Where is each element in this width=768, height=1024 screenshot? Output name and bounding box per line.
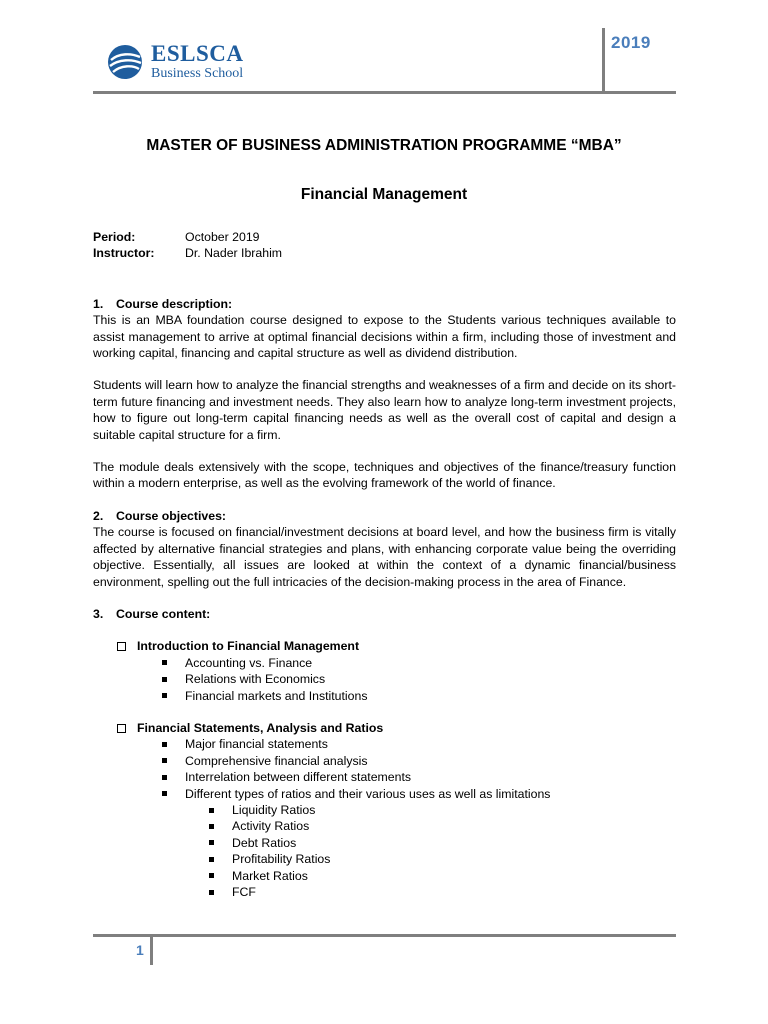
square-bullet-icon [162,693,167,698]
square-bullet-icon [162,775,167,780]
topic-label: Introduction to Financial Management [137,639,360,654]
sub-list-item: Activity Ratios [209,818,676,834]
course-description-paragraph-3: The module deals extensively with the scope, techniques and objectives of the finance/treasury function within a modern enterprise, as well as the evolving framework of the world of finance. [93,460,676,491]
instructor-label: Instructor: [93,246,155,261]
hollow-square-bullet-icon [117,642,126,651]
course-description-paragraph-2: Students will learn how to analyze the financial strengths and weaknesses of a firm and decide on its short-term future financing and investment needs. They also learn how to analyze long-term investment projects, how to figure out long-term capital financing needs as well as the overall cost of capital and design a suitable capital structure for a firm. [93,378,676,442]
header-year: 2019 [611,33,651,52]
header-vertical-rule [602,28,605,91]
square-bullet-icon [209,873,214,878]
square-bullet-icon [209,824,214,829]
sub-list-item: Liquidity Ratios [209,802,676,818]
eslsca-logo [107,42,243,81]
logo-subtitle: Business School [151,66,244,81]
sub-list-item: FCF [209,884,676,900]
list-item: Different types of ratios and their various uses as well as limitations [162,786,676,802]
section-1-number: 1. [93,296,104,311]
square-bullet-icon [162,791,167,796]
list-item: Financial markets and Institutions [162,688,676,704]
period-row [93,229,676,245]
section-2-title: Course objectives: [116,508,227,523]
topic-label: Financial Statements, Analysis and Ratios [137,720,384,735]
list-item: Major financial statements [162,736,676,752]
footer-horizontal-rule [93,934,676,937]
section-1-heading [93,296,676,312]
list-item: Comprehensive financial analysis [162,753,676,769]
square-bullet-icon [209,808,214,813]
course-description-paragraph-1: This is an MBA foundation course designed to expose to the Students various techniques available to assist management to arrive at optimal financial decisions within a firm, including those of investment and working capital, financing and capital structure as well as dividend distribution. [93,313,676,361]
square-bullet-icon [162,758,167,763]
section-2-heading [93,508,676,524]
topic-intro-financial-management [117,638,676,654]
page-number: 1 [136,942,144,958]
header-horizontal-rule [93,91,676,94]
section-3-number: 3. [93,606,104,621]
eslsca-globe-icon [107,44,143,80]
logo-name: ESLSCA [151,41,244,66]
period-label: Period: [93,230,136,244]
square-bullet-icon [209,890,214,895]
square-bullet-icon [209,857,214,862]
square-bullet-icon [162,677,167,682]
list-item: Interrelation between different statements [162,769,676,785]
sub-list-item: Debt Ratios [209,835,676,851]
section-3-title: Course content: [116,606,211,621]
section-1-title: Course description: [116,296,233,311]
sub-list-item: Profitability Ratios [209,851,676,867]
sub-list-item: Market Ratios [209,868,676,884]
section-3-heading [93,606,676,622]
period-value: October 2019 [185,230,260,244]
square-bullet-icon [162,742,167,747]
list-item: Accounting vs. Finance [162,655,676,671]
square-bullet-icon [209,840,214,845]
instructor-value: Dr. Nader Ibrahim [185,246,283,261]
section-2-number: 2. [93,508,104,523]
footer-vertical-rule [150,937,153,965]
square-bullet-icon [162,660,167,665]
document-body [93,229,676,900]
instructor-row [93,245,676,261]
course-title: Financial Management [300,186,468,203]
document-title: MASTER OF BUSINESS ADMINISTRATION PROGRAMME “MBA” [146,137,622,154]
list-item: Relations with Economics [162,671,676,687]
topic-financial-statements [117,720,676,736]
hollow-square-bullet-icon [117,724,126,733]
course-objectives-paragraph: The course is focused on financial/investment decisions at board level, and how the business firm is vitally affected by alternative financial strategies and plans, with enhancing corporate value being the overriding objective. Essentially, all issues are looked at within the context of a dynamic financial/business environment, spelling out the full intricacies of the decision-making process in the area of Finance. [93,525,676,589]
